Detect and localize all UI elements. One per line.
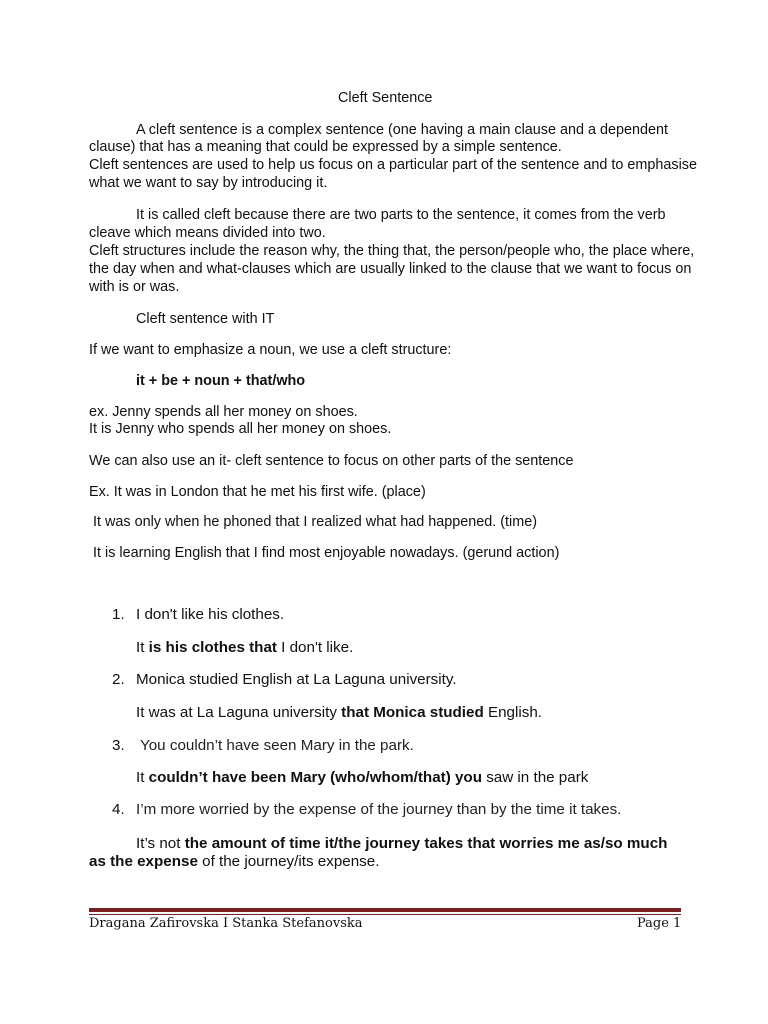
- answer-emphasis: is his clothes that: [148, 639, 277, 656]
- footer-rule-thin: [89, 914, 681, 915]
- exercise-sentence: You couldn’t have seen Mary in the park.: [140, 737, 414, 754]
- intro-line: Cleft sentences are used to help us focus on a particular part of the sentence and to emphasise: [89, 157, 697, 173]
- answer-emphasis: that Monica studied: [341, 704, 484, 721]
- exercise-sentence: I’m more worried by the expense of the journey than by the time it takes.: [136, 801, 622, 818]
- intro-line: clause) that has a meaning that could be expressed by a simple sentence.: [89, 139, 562, 155]
- intro-line: A cleft sentence is a complex sentence (one having a main clause and a dependent: [136, 122, 669, 138]
- exercise-number: 4.: [112, 801, 125, 818]
- answer-pre: It was at La Laguna university: [136, 704, 342, 721]
- intro-line: with is or was.: [89, 279, 180, 295]
- intro-line: the day when and what-clauses which are usually linked to the clause that we want to focus on: [89, 261, 692, 277]
- exercise-number: 3.: [112, 737, 125, 754]
- section-heading: Cleft sentence with IT: [136, 311, 275, 327]
- footer-rule: [89, 908, 681, 912]
- exercise-answer-continued: [89, 852, 379, 871]
- section-lead: If we want to emphasize a noun, we use a cleft structure:: [89, 342, 452, 358]
- answer-post: I don't like.: [276, 639, 354, 656]
- footer-page-number: Page 1: [637, 916, 682, 931]
- answer-post: saw in the park: [481, 769, 589, 786]
- example-gerund: It is learning English that I find most enjoyable nowadays. (gerund action): [93, 545, 560, 561]
- example-time: It was only when he phoned that I realized what had happened. (time): [93, 514, 537, 530]
- answer-emphasis: the amount of time it/the journey takes that worries me as/so much: [184, 835, 668, 852]
- other-parts-text: We can also use an it- cleft sentence to focus on other parts of the sentence: [89, 453, 574, 469]
- exercise-answer: [136, 768, 588, 787]
- exercise-answer: [136, 834, 667, 853]
- example-place: Ex. It was in London that he met his first wife. (place): [89, 484, 426, 500]
- page-title: Cleft Sentence: [338, 90, 433, 106]
- answer-pre: It: [136, 769, 149, 786]
- cleft-formula: it + be + noun + that/who: [136, 373, 306, 389]
- footer-authors: Dragana Zafirovska I Stanka Stefanovska: [89, 916, 363, 931]
- exercise-answer: [136, 638, 353, 657]
- exercise-number: 1.: [112, 606, 125, 623]
- exercise-number: 2.: [112, 671, 125, 688]
- intro-line: It is called cleft because there are two parts to the sentence, it comes from the verb: [136, 207, 666, 223]
- answer-post: of the journey/its expense.: [197, 853, 380, 870]
- example-line: It is Jenny who spends all her money on shoes.: [89, 421, 392, 437]
- exercise-sentence: I don't like his clothes.: [136, 606, 285, 623]
- answer-pre: It: [136, 639, 149, 656]
- exercise-sentence: Monica studied English at La Laguna university.: [136, 671, 457, 688]
- answer-pre: It’s not: [136, 835, 185, 852]
- intro-line: what we want to say by introducing it.: [89, 175, 328, 191]
- intro-line: cleave which means divided into two.: [89, 225, 326, 241]
- example-line: ex. Jenny spends all her money on shoes.: [89, 404, 358, 420]
- answer-emphasis: as the expense: [89, 853, 198, 870]
- answer-post: English.: [483, 704, 543, 721]
- intro-line: Cleft structures include the reason why, the thing that, the person/people who, the place where,: [89, 243, 695, 259]
- exercise-answer: [136, 703, 542, 722]
- answer-emphasis: couldn’t have been Mary (who/whom/that) you: [148, 769, 482, 786]
